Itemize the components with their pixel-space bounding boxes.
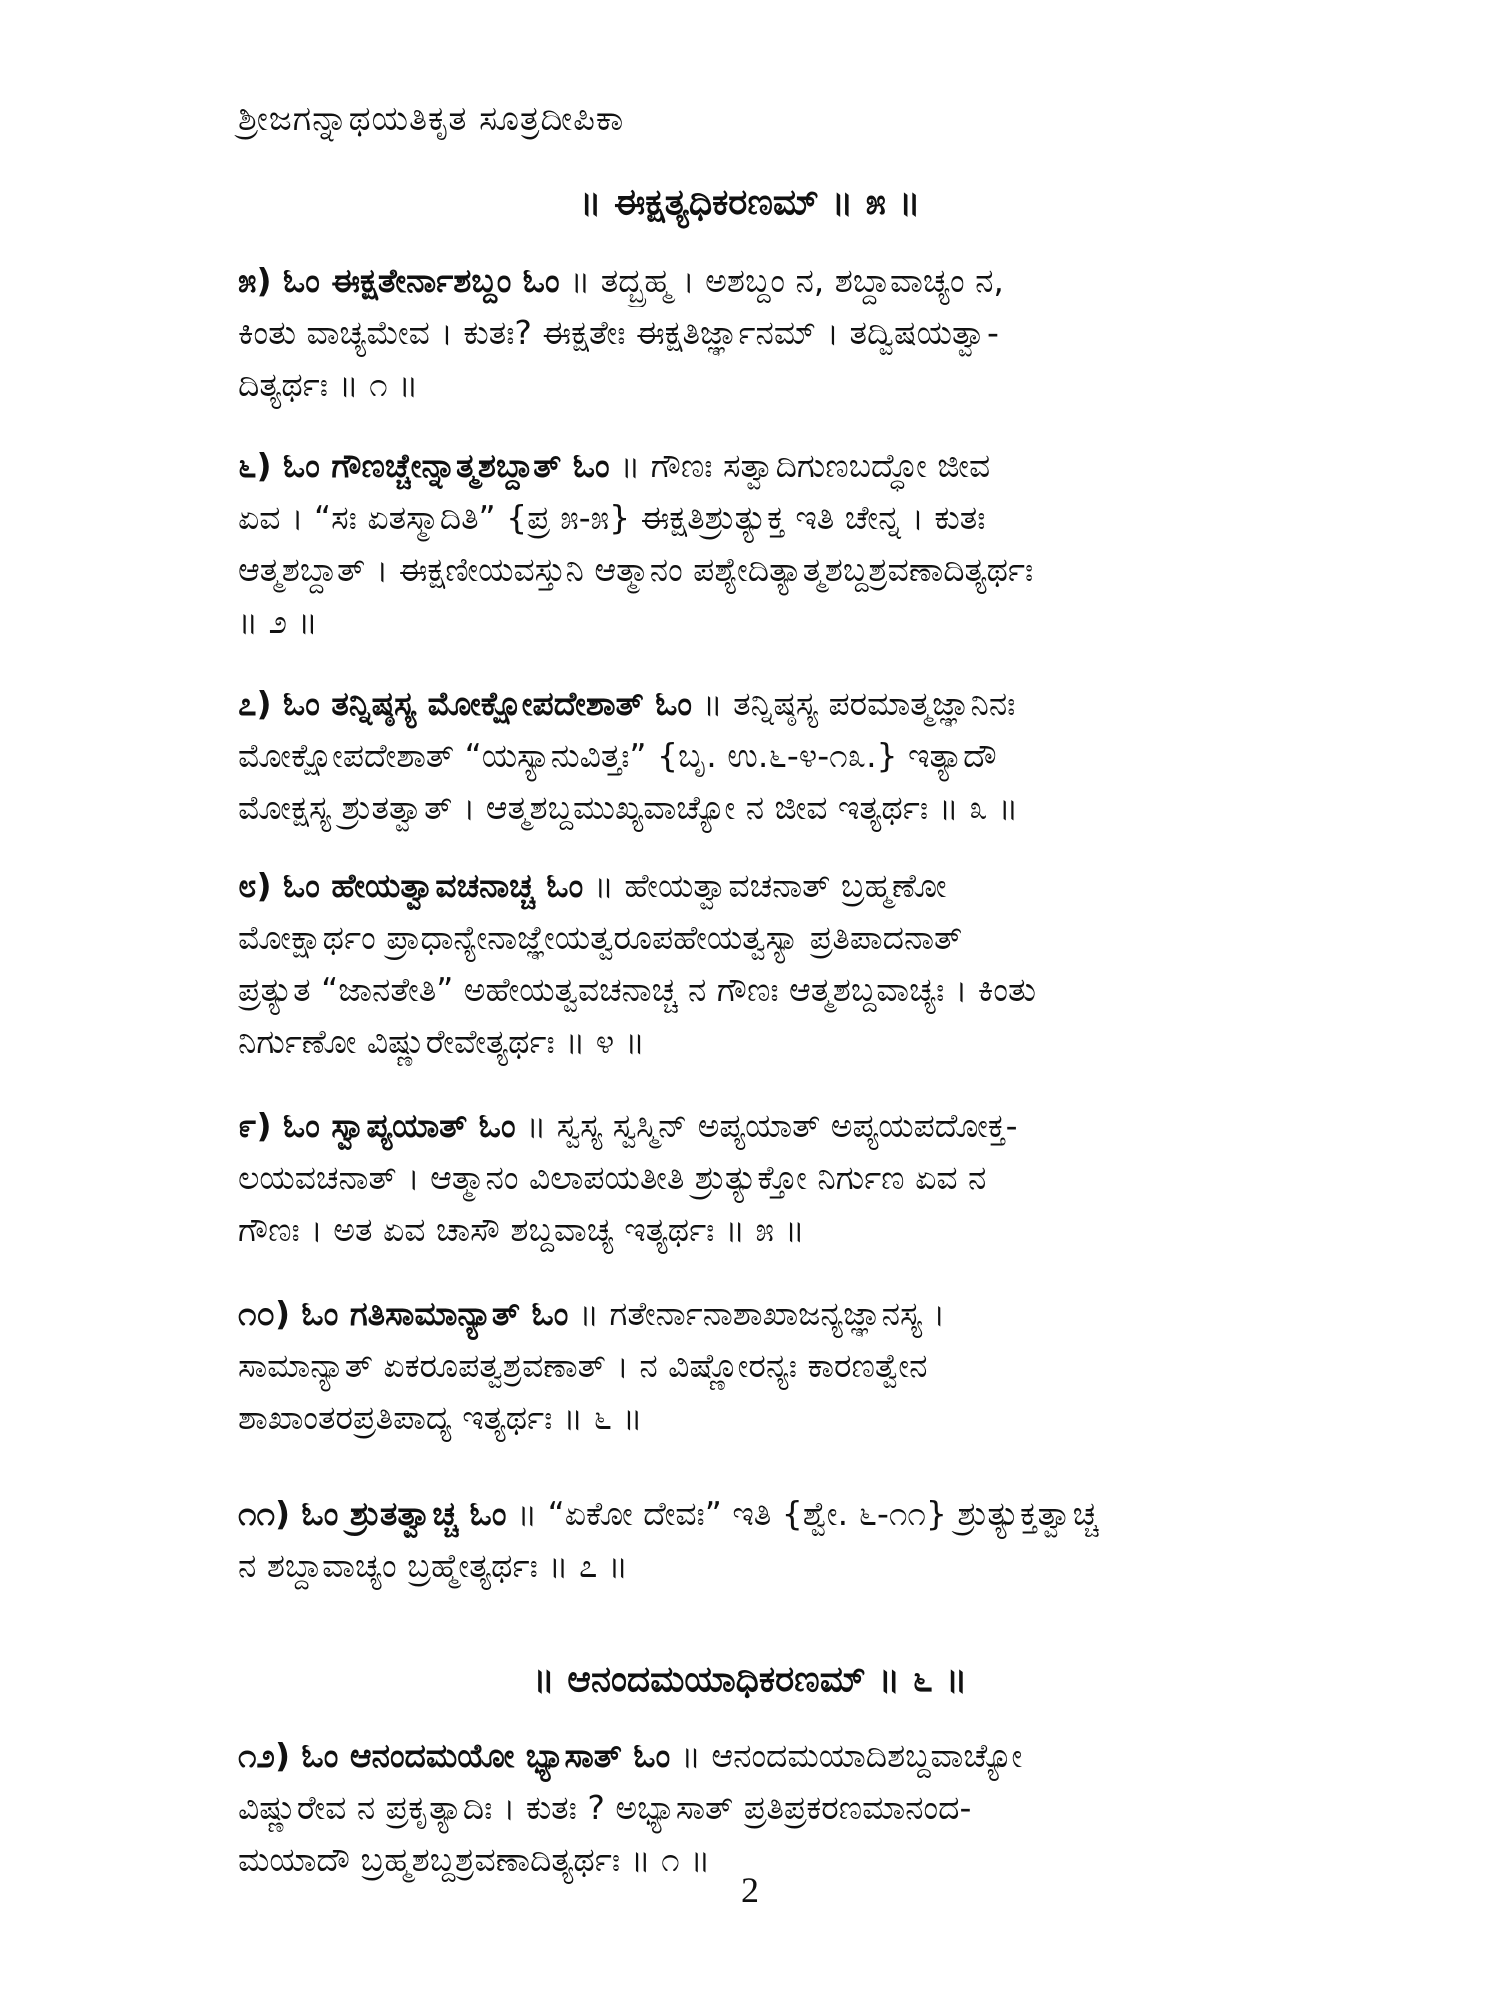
adhikarana-heading: ॥ ಆನಂದಮಯಾಧಿಕರಣಮ್ ॥ ೬ ॥ [532, 1659, 968, 1700]
sutra-line: ಆತ್ಮಶಬ್ದಾತ್ । ಈಕ್ಷಣೀಯವಸ್ತುನಿ ಆತ್ಮಾನಂ ಪಶ್ಯೇದಿತ್ಯಾತ್ಮಶಬ್ದಶ್ರವಣಾದಿತ್ಯರ್ಥಃ [238, 550, 1034, 589]
sutra-line: ದಿತ್ಯರ್ಥಃ ॥ ೧ ॥ [238, 365, 419, 404]
sutra-line: ಶಾಖಾಂತರಪ್ರತಿಪಾದ್ಯ ಇತ್ಯರ್ಥಃ ॥ ೬ ॥ [238, 1398, 643, 1437]
sutra-block [238, 255, 1270, 411]
sutra-first-line [238, 678, 1270, 730]
sutra-heading: ೭) ಓಂ ತನ್ನಿಷ್ಠಸ್ಯ ಮೋಕ್ಷೋಪದೇಶಾತ್ ಓಂ [238, 684, 693, 723]
sutra-heading: ೮) ಓಂ ಹೇಯತ್ವಾವಚನಾಚ್ಚ ಓಂ [238, 866, 584, 905]
sutra-text: ॥ ಸ್ವಸ್ಯ ಸ್ವಸ್ಮಿನ್ ಅಪ್ಯಯಾತ್ ಅಪ್ಯಯಪದೋಕ್ತ- [515, 1106, 1018, 1145]
sutra-line: ॥ ೨ ॥ [238, 602, 318, 641]
sutra-line: ಸಾಮಾನ್ಯಾತ್ ಏಕರೂಪತ್ವಶ್ರವಣಾತ್ । ನ ವಿಷ್ಣೋರನ್ಯಃ ಕಾರಣತ್ವೇನ [238, 1346, 928, 1385]
sutra-first-line [238, 440, 1270, 492]
sutra-block [238, 678, 1270, 834]
sutra-first-line [238, 255, 1270, 307]
sutra-line: ಮಯಾದೌ ಬ್ರಹ್ಮಶಬ್ದಶ್ರವಣಾದಿತ್ಯರ್ಥಃ ॥ ೧ ॥ [238, 1840, 711, 1879]
sutra-heading: ೧೨) ಓಂ ಆನಂದಮಯೋ ಭ್ಯಾಸಾತ್ ಓಂ [238, 1736, 671, 1775]
sutra-line: ಲಯವಚನಾತ್ । ಆತ್ಮಾನಂ ವಿಲಾಪಯತೀತಿ ಶ್ರುತ್ಯುಕ್ತೋ ನಿರ್ಗುಣ ಏವ ನ [238, 1158, 987, 1197]
sutra-line: ಏವ । “ಸಃ ಏತಸ್ಮಾದಿತಿ” {ಪ್ರ ೫-೫} ಈಕ್ಷತಿಶ್ರುತ್ಯುಕ್ತ ಇತಿ ಚೇನ್ನ । ಕುತಃ [238, 498, 986, 537]
sutra-heading: ೧೦) ಓಂ ಗತಿಸಾಮಾನ್ಯಾತ್ ಓಂ [238, 1294, 569, 1333]
sutra-first-line [238, 1488, 1270, 1540]
sutra-text: ॥ ಗತೇರ್ನಾನಾಶಾಖಾಜನ್ಯಜ್ಞಾನಸ್ಯ । [568, 1294, 946, 1333]
sutra-block [238, 1288, 1270, 1444]
sutra-line: ನಿರ್ಗುಣೋ ವಿಷ್ಣುರೇವೇತ್ಯರ್ಥಃ ॥ ೪ ॥ [238, 1022, 645, 1061]
sutra-text: ॥ ಗೌಣಃ ಸತ್ವಾದಿಗುಣಬದ್ಧೋ ಜೀವ [609, 446, 991, 485]
sutra-block [238, 440, 1270, 648]
sutra-text: ॥ ಆನಂದಮಯಾದಿಶಬ್ದವಾಚ್ಯೋ [670, 1736, 1023, 1775]
sutra-block [238, 860, 1270, 1068]
page-number: 2 [741, 1870, 759, 1910]
running-header: ಶ್ರೀಜಗನ್ನಾಥಯತಿಕೃತ ಸೂತ್ರದೀಪಿಕಾ [238, 99, 625, 139]
sutra-block [238, 1100, 1270, 1256]
sutra-line: ಮೋಕ್ಷಾರ್ಥಂ ಪ್ರಾಧಾನ್ಯೇನಾಜ್ಞೇಯತ್ವರೂಪಹೇಯತ್ವಸ್ಯಾ ಪ್ರತಿಪಾದನಾತ್ [238, 918, 963, 957]
sutra-first-line [238, 860, 1270, 912]
sutra-heading: ೧೧) ಓಂ ಶ್ರುತತ್ವಾಚ್ಚ ಓಂ [238, 1494, 507, 1533]
sutra-heading: ೫) ಓಂ ಈಕ್ಷತೇರ್ನಾಶಬ್ದಂ ಓಂ [238, 261, 560, 300]
sutra-line: ಕಿಂತು ವಾಚ್ಯಮೇವ । ಕುತಃ? ಈಕ್ಷತೇಃ ಈಕ್ಷತಿರ್ಜ್ಞಾನಮ್ । ತದ್ವಿಷಯತ್ವಾ- [238, 313, 999, 352]
sutra-text: ॥ ತದ್ಬ್ರಹ್ಮ । ಅಶಬ್ದಂ ನ, ಶಬ್ದಾವಾಚ್ಯಂ ನ, [559, 261, 1004, 300]
sutra-line: ಪ್ರತ್ಯುತ “ಜಾನತೇತಿ” ಅಹೇಯತ್ವವಚನಾಚ್ಚ ನ ಗೌಣಃ ಆತ್ಮಶಬ್ದವಾಚ್ಯಃ । ಕಿಂತು [238, 970, 1036, 1009]
sutra-line: ಗೌಣಃ । ಅತ ಏವ ಚಾಸೌ ಶಬ್ದವಾಚ್ಯ ಇತ್ಯರ್ಥಃ ॥ ೫ ॥ [238, 1210, 805, 1249]
sutra-line: ಮೋಕ್ಷಸ್ಯ ಶ್ರುತತ್ವಾತ್ । ಆತ್ಮಶಬ್ದಮುಖ್ಯವಾಚ್ಯೋ ನ ಜೀವ ಇತ್ಯರ್ಥಃ ॥ ೩ ॥ [238, 788, 1019, 827]
sutra-first-line [238, 1100, 1270, 1152]
adhikarana-heading: ॥ ಈಕ್ಷತ್ಯಧಿಕರಣಮ್ ॥ ೫ ॥ [579, 182, 921, 223]
sutra-line: ವಿಷ್ಣುರೇವ ನ ಪ್ರಕೃತ್ಯಾದಿಃ । ಕುತಃ ? ಅಭ್ಯಾಸಾತ್ ಪ್ರತಿಪ್ರಕರಣಮಾನಂದ- [238, 1788, 972, 1827]
sutra-heading: ೬) ಓಂ ಗೌಣಚ್ಚೇನ್ನಾತ್ಮಶಬ್ದಾತ್ ಓಂ [238, 446, 610, 485]
sutra-first-line [238, 1288, 1270, 1340]
sutra-block [238, 1488, 1270, 1592]
sutra-text: ॥ ತನ್ನಿಷ್ಠಸ್ಯ ಪರಮಾತ್ಮಜ್ಞಾನಿನಃ [692, 684, 1016, 723]
sutra-heading: ೯) ಓಂ ಸ್ವಾಪ್ಯಯಾತ್ ಓಂ [238, 1106, 516, 1145]
sutra-block [238, 1730, 1270, 1886]
sutra-line: ನ ಶಬ್ದಾವಾಚ್ಯಂ ಬ್ರಹ್ಮೇತ್ಯರ್ಥಃ ॥ ೭ ॥ [238, 1546, 629, 1585]
sutra-line: ಮೋಕ್ಷೋಪದೇಶಾತ್ “ಯಸ್ಯಾನುವಿತ್ತಃ” {ಬೃ. ಉ.೬-೪-೧೩.} ಇತ್ಯಾದೌ [238, 736, 997, 775]
sutra-text: ॥ “ಏಕೋ ದೇವಃ” ಇತಿ {ಶ್ವೇ. ೬-೧೧} ಶ್ರುತ್ಯುಕ್ತತ್ವಾಚ್ಚ [506, 1494, 1099, 1533]
sutra-text: ॥ ಹೇಯತ್ವಾವಚನಾತ್ ಬ್ರಹ್ಮಣೋ [583, 866, 947, 905]
sutra-first-line [238, 1730, 1270, 1782]
